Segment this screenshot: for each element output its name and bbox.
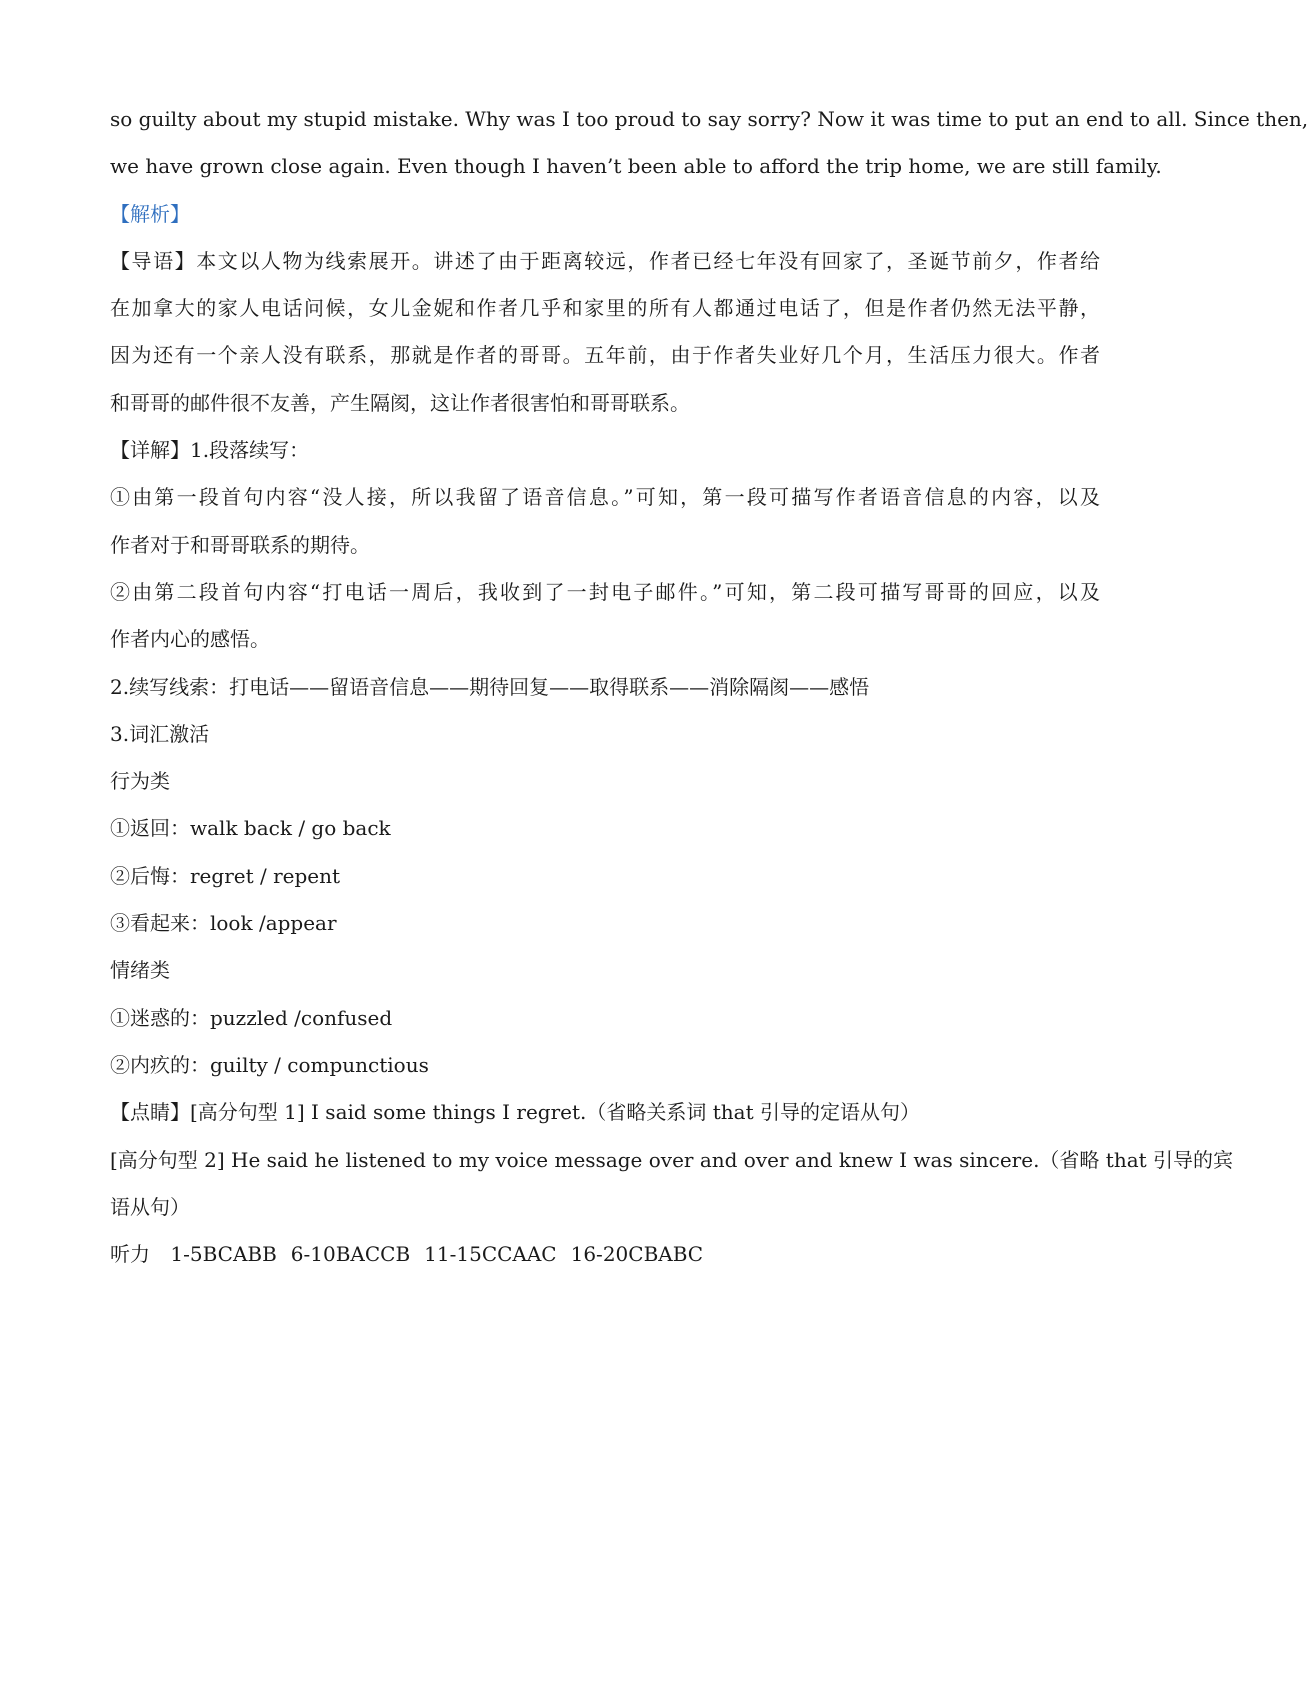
paragraph-one-tip-line-1: ①由第一段首句内容“没人接，所以我留了语音信息。”可知，第一段可描写作者语音信息的内容，以及: [110, 485, 1100, 510]
emotion-category-label: 情绪类: [110, 958, 170, 983]
highlight-sentence-2-line-1: [高分句型 2] He said he listened to my voice message over and over and knew I was sincere.（省略 that 引导的宾: [110, 1147, 1234, 1172]
vocab-item-guilty: ②内疚的：guilty / compunctious: [110, 1052, 429, 1077]
details-heading: 【详解】1.段落续写：: [110, 438, 310, 463]
introduction-line-1: 【导语】本文以人物为线索展开。讲述了由于距离较远，作者已经七年没有回家了，圣诞节前夕，作者给: [110, 248, 1100, 273]
answer-group-1: 1-5BCABB: [170, 1242, 277, 1267]
story-ending-line-1: so guilty about my stupid mistake. Why was I too proud to say sorry? Now it was time to put an end to all. Since then,: [110, 107, 1308, 131]
action-category-label: 行为类: [110, 769, 170, 794]
introduction-line-2: 在加拿大的家人电话问候，女儿金妮和作者几乎和家里的所有人都通过电话了，但是作者仍然无法平静，: [110, 296, 1100, 321]
paragraph-two-tip-line-2: 作者内心的感悟。: [110, 627, 270, 652]
vocab-item-regret: ②后悔：regret / repent: [110, 863, 341, 888]
paragraph-two-tip-line-1: ②由第二段首句内容“打电话一周后，我收到了一封电子邮件。”可知，第二段可描写哥哥的回应，以及: [110, 579, 1100, 604]
vocab-item-look: ③看起来：look /appear: [110, 911, 337, 936]
paragraph-one-tip-line-2: 作者对于和哥哥联系的期待。: [110, 532, 370, 557]
introduction-line-3: 因为还有一个亲人没有联系，那就是作者的哥哥。五年前，由于作者失业好几个月，生活压力很大。作者: [110, 343, 1100, 368]
story-ending-line-2: we have grown close again. Even though I haven’t been able to afford the trip home, we are still family.: [110, 154, 1162, 179]
vocab-item-return: ①返回：walk back / go back: [110, 816, 391, 841]
answer-group-4: 16-20CBABC: [570, 1242, 704, 1267]
writing-clue: 2.续写线索：打电话——留语音信息——期待回复——取得联系——消除隔阂——感悟: [110, 674, 870, 699]
highlight-sentence-1: 【点睛】[高分句型 1] I said some things I regret.（省略关系词 that 引导的定语从句）: [110, 1100, 920, 1125]
analysis-heading: 【解析】: [110, 201, 190, 226]
answer-group-2: 6-10BACCB: [290, 1242, 411, 1267]
introduction-line-4: 和哥哥的邮件很不友善，产生隔阂，这让作者很害怕和哥哥联系。: [110, 390, 690, 415]
vocab-item-puzzled: ①迷惑的：puzzled /confused: [110, 1005, 393, 1030]
highlight-sentence-2-line-2: 语从句）: [110, 1194, 190, 1219]
answer-group-3: 11-15CCAAC: [424, 1242, 557, 1267]
vocabulary-heading: 3.词汇激活: [110, 721, 210, 746]
listening-answers: [110, 1231, 1100, 1278]
answer-explanation-text: [110, 96, 1308, 1278]
listening-label: 听力: [110, 1242, 150, 1267]
listening-answers-label-and-first: [110, 1242, 277, 1266]
